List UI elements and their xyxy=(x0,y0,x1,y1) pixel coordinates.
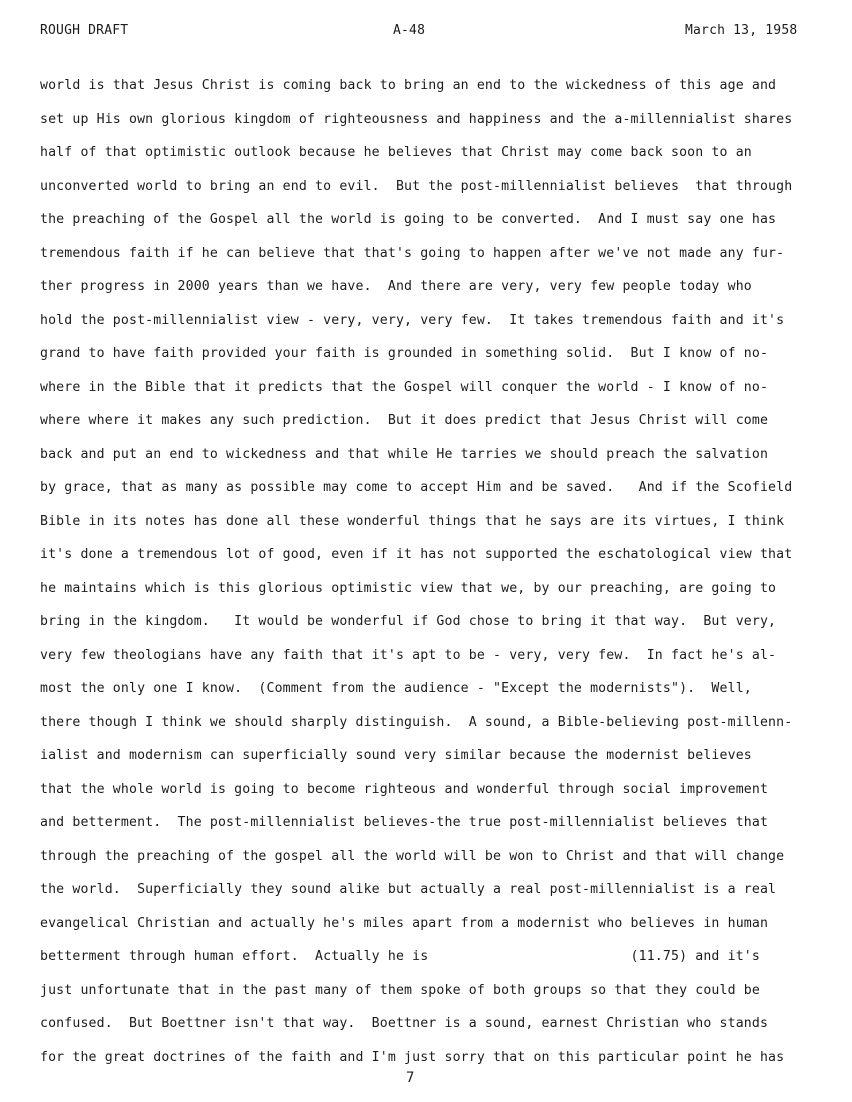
text-line: confused. But Boettner isn't that way. Boettner is a sound, earnest Christian who stands xyxy=(40,1016,769,1031)
text-line: very few theologians have any faith that it's apt to be - very, very few. In fact he's al- xyxy=(40,647,777,663)
text-line: ialist and modernism can superficially sound very similar because the modernist believes xyxy=(40,748,752,763)
text-line: where in the Bible that it predicts that the Gospel will conquer the world - I know of no- xyxy=(40,379,769,395)
text-line: half of that optimistic outlook because he believes that Christ may come back soon to an xyxy=(40,145,752,160)
text-line: evangelical Christian and actually he's miles apart from a modernist who believes in human xyxy=(40,915,769,931)
text-line: the preaching of the Gospel all the world is going to be converted. And I must say one has xyxy=(40,212,777,227)
text-line: grand to have faith provided your faith is grounded in something solid. But I know of no- xyxy=(40,346,769,361)
header-label: ROUGH DRAFT xyxy=(40,23,129,38)
page-number: 7 xyxy=(406,1070,415,1086)
text-line: set up His own glorious kingdom of righteousness and happiness and the a-millennialist shares xyxy=(40,111,793,127)
text-line: for the great doctrines of the faith and I'm just sorry that on this particular point he has xyxy=(40,1049,785,1065)
text-line: it's done a tremendous lot of good, even if it has not supported the eschatological view that xyxy=(40,547,793,562)
text-line: back and put an end to wickedness and that while He tarries we should preach the salvation xyxy=(40,446,769,462)
text-line: betterment through human effort. Actually he is (11.75) and it's xyxy=(40,949,760,964)
text-line: most the only one I know. (Comment from the audience - "Except the modernists"). Well, xyxy=(40,681,752,696)
text-line: there though I think we should sharply distinguish. A sound, a Bible-believing post-millenn- xyxy=(40,714,793,730)
text-line: unconverted world to bring an end to evil. But the post-millennialist believes that through xyxy=(40,178,793,194)
text-line: ther progress in 2000 years than we have. And there are very, very few people today who xyxy=(40,279,752,294)
text-line: and betterment. The post-millennialist believes-the true post-millennialist believes that xyxy=(40,815,769,830)
header-date: March 13, 1958 xyxy=(685,23,798,38)
text-line: that the whole world is going to become righteous and wonderful through social improvement xyxy=(40,781,769,797)
text-line: world is that Jesus Christ is coming back to bring an end to the wickedness of this age and xyxy=(40,78,777,93)
text-line: bring in the kingdom. It would be wonderful if God chose to bring it that way. But very, xyxy=(40,614,777,629)
text-line: the world. Superficially they sound alike but actually a real post-millennialist is a real xyxy=(40,882,777,897)
body-text xyxy=(40,76,830,1081)
text-line: he maintains which is this glorious optimistic view that we, by our preaching, are going to xyxy=(40,580,777,596)
text-line: hold the post-millennialist view - very, very, very few. It takes tremendous faith and it's xyxy=(40,312,785,328)
text-line: by grace, that as many as possible may come to accept Him and be saved. And if the Scofield xyxy=(40,480,793,495)
text-line: just unfortunate that in the past many of them spoke of both groups so that they could be xyxy=(40,982,760,998)
text-line: where where it makes any such prediction. But it does predict that Jesus Christ will come xyxy=(40,413,769,428)
header-page-code: A-48 xyxy=(393,23,426,38)
text-line: tremendous faith if he can believe that that's going to happen after we've not made any fur- xyxy=(40,245,785,261)
text-line: through the preaching of the gospel all the world will be won to Christ and that will change xyxy=(40,848,785,864)
text-line: Bible in its notes has done all these wonderful things that he says are its virtues, I think xyxy=(40,513,785,529)
